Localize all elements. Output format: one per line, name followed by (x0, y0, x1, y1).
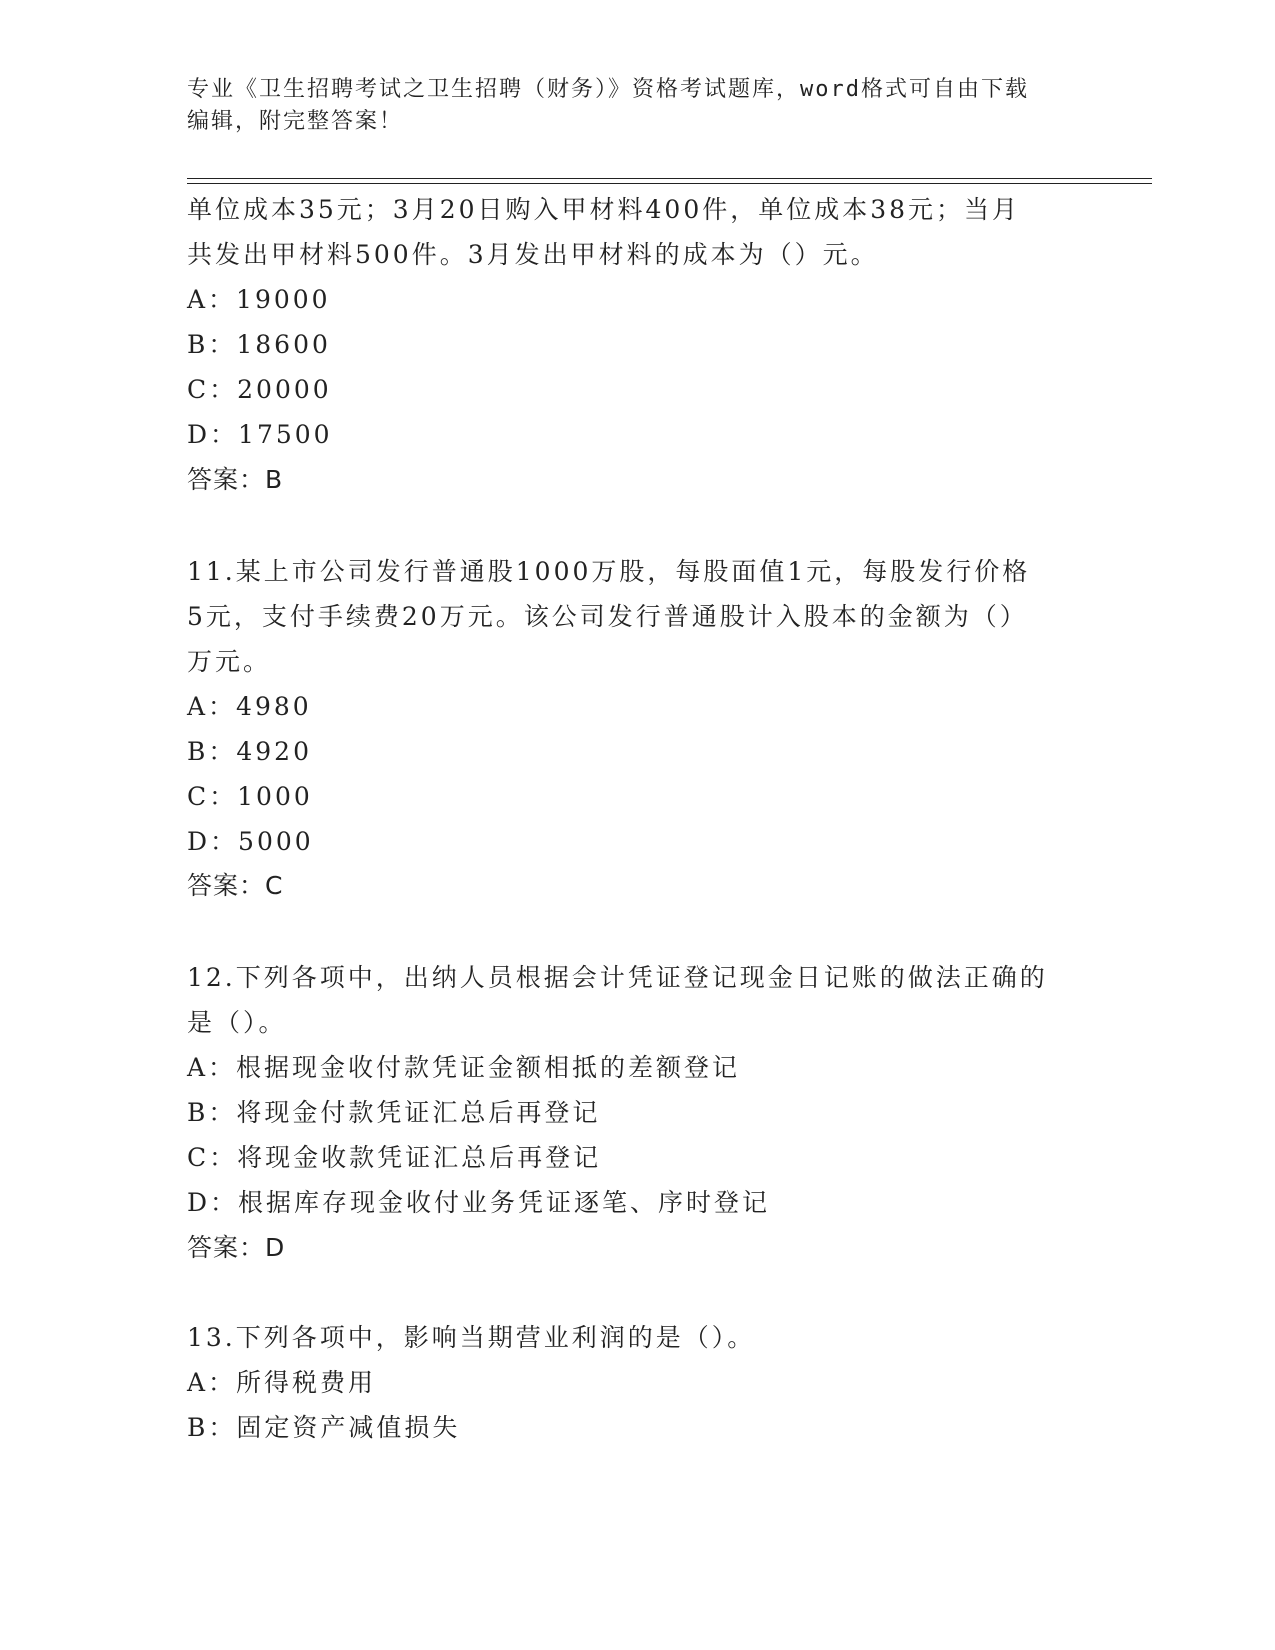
option-a: A：所得税费用 (187, 1368, 377, 1397)
option-c: C：20000 (187, 375, 332, 404)
header-divider-bottom (187, 183, 1152, 184)
option-b: B：4920 (187, 737, 312, 766)
question-text-line: 单位成本35元；3月20日购入甲材料400件，单位成本38元；当月 (187, 195, 1021, 224)
question-11-line: 5元，支付手续费20万元。该公司发行普通股计入股本的金额为（） (187, 602, 1028, 631)
question-text-line: 共发出甲材料500件。3月发出甲材料的成本为（）元。 (187, 240, 879, 269)
answer-label: 答案：C (187, 871, 284, 900)
question-13-line: 13.下列各项中，影响当期营业利润的是（）。 (187, 1323, 756, 1352)
option-b: B：固定资产减值损失 (187, 1413, 461, 1442)
option-d: D：根据库存现金收付业务凭证逐笔、序时登记 (187, 1188, 771, 1217)
question-11-line: 万元。 (187, 647, 272, 676)
option-b: B：将现金付款凭证汇总后再登记 (187, 1098, 601, 1127)
header-line-2: 编辑，附完整答案！ (187, 109, 404, 134)
option-d: D：17500 (187, 420, 333, 449)
option-c: C：1000 (187, 782, 313, 811)
question-11-line: 11.某上市公司发行普通股1000万股，每股面值1元，每股发行价格 (187, 557, 1031, 586)
answer-label: 答案：B (187, 465, 284, 494)
option-a: A：根据现金收付款凭证金额相抵的差额登记 (187, 1053, 741, 1082)
option-a: A：19000 (187, 285, 331, 314)
option-a: A：4980 (187, 692, 312, 721)
question-12-line: 是（）。 (187, 1008, 287, 1037)
header-line-1: 专业《卫生招聘考试之卫生招聘（财务）》资格考试题库，word格式可自由下载 (187, 77, 1029, 102)
question-12-line: 12.下列各项中，出纳人员根据会计凭证登记现金日记账的做法正确的 (187, 963, 1048, 992)
option-d: D：5000 (187, 827, 314, 856)
document-header (187, 74, 1087, 138)
answer-label: 答案：D (187, 1233, 286, 1262)
option-c: C：将现金收款凭证汇总后再登记 (187, 1143, 602, 1172)
option-b: B：18600 (187, 330, 331, 359)
header-divider-top (187, 178, 1152, 179)
